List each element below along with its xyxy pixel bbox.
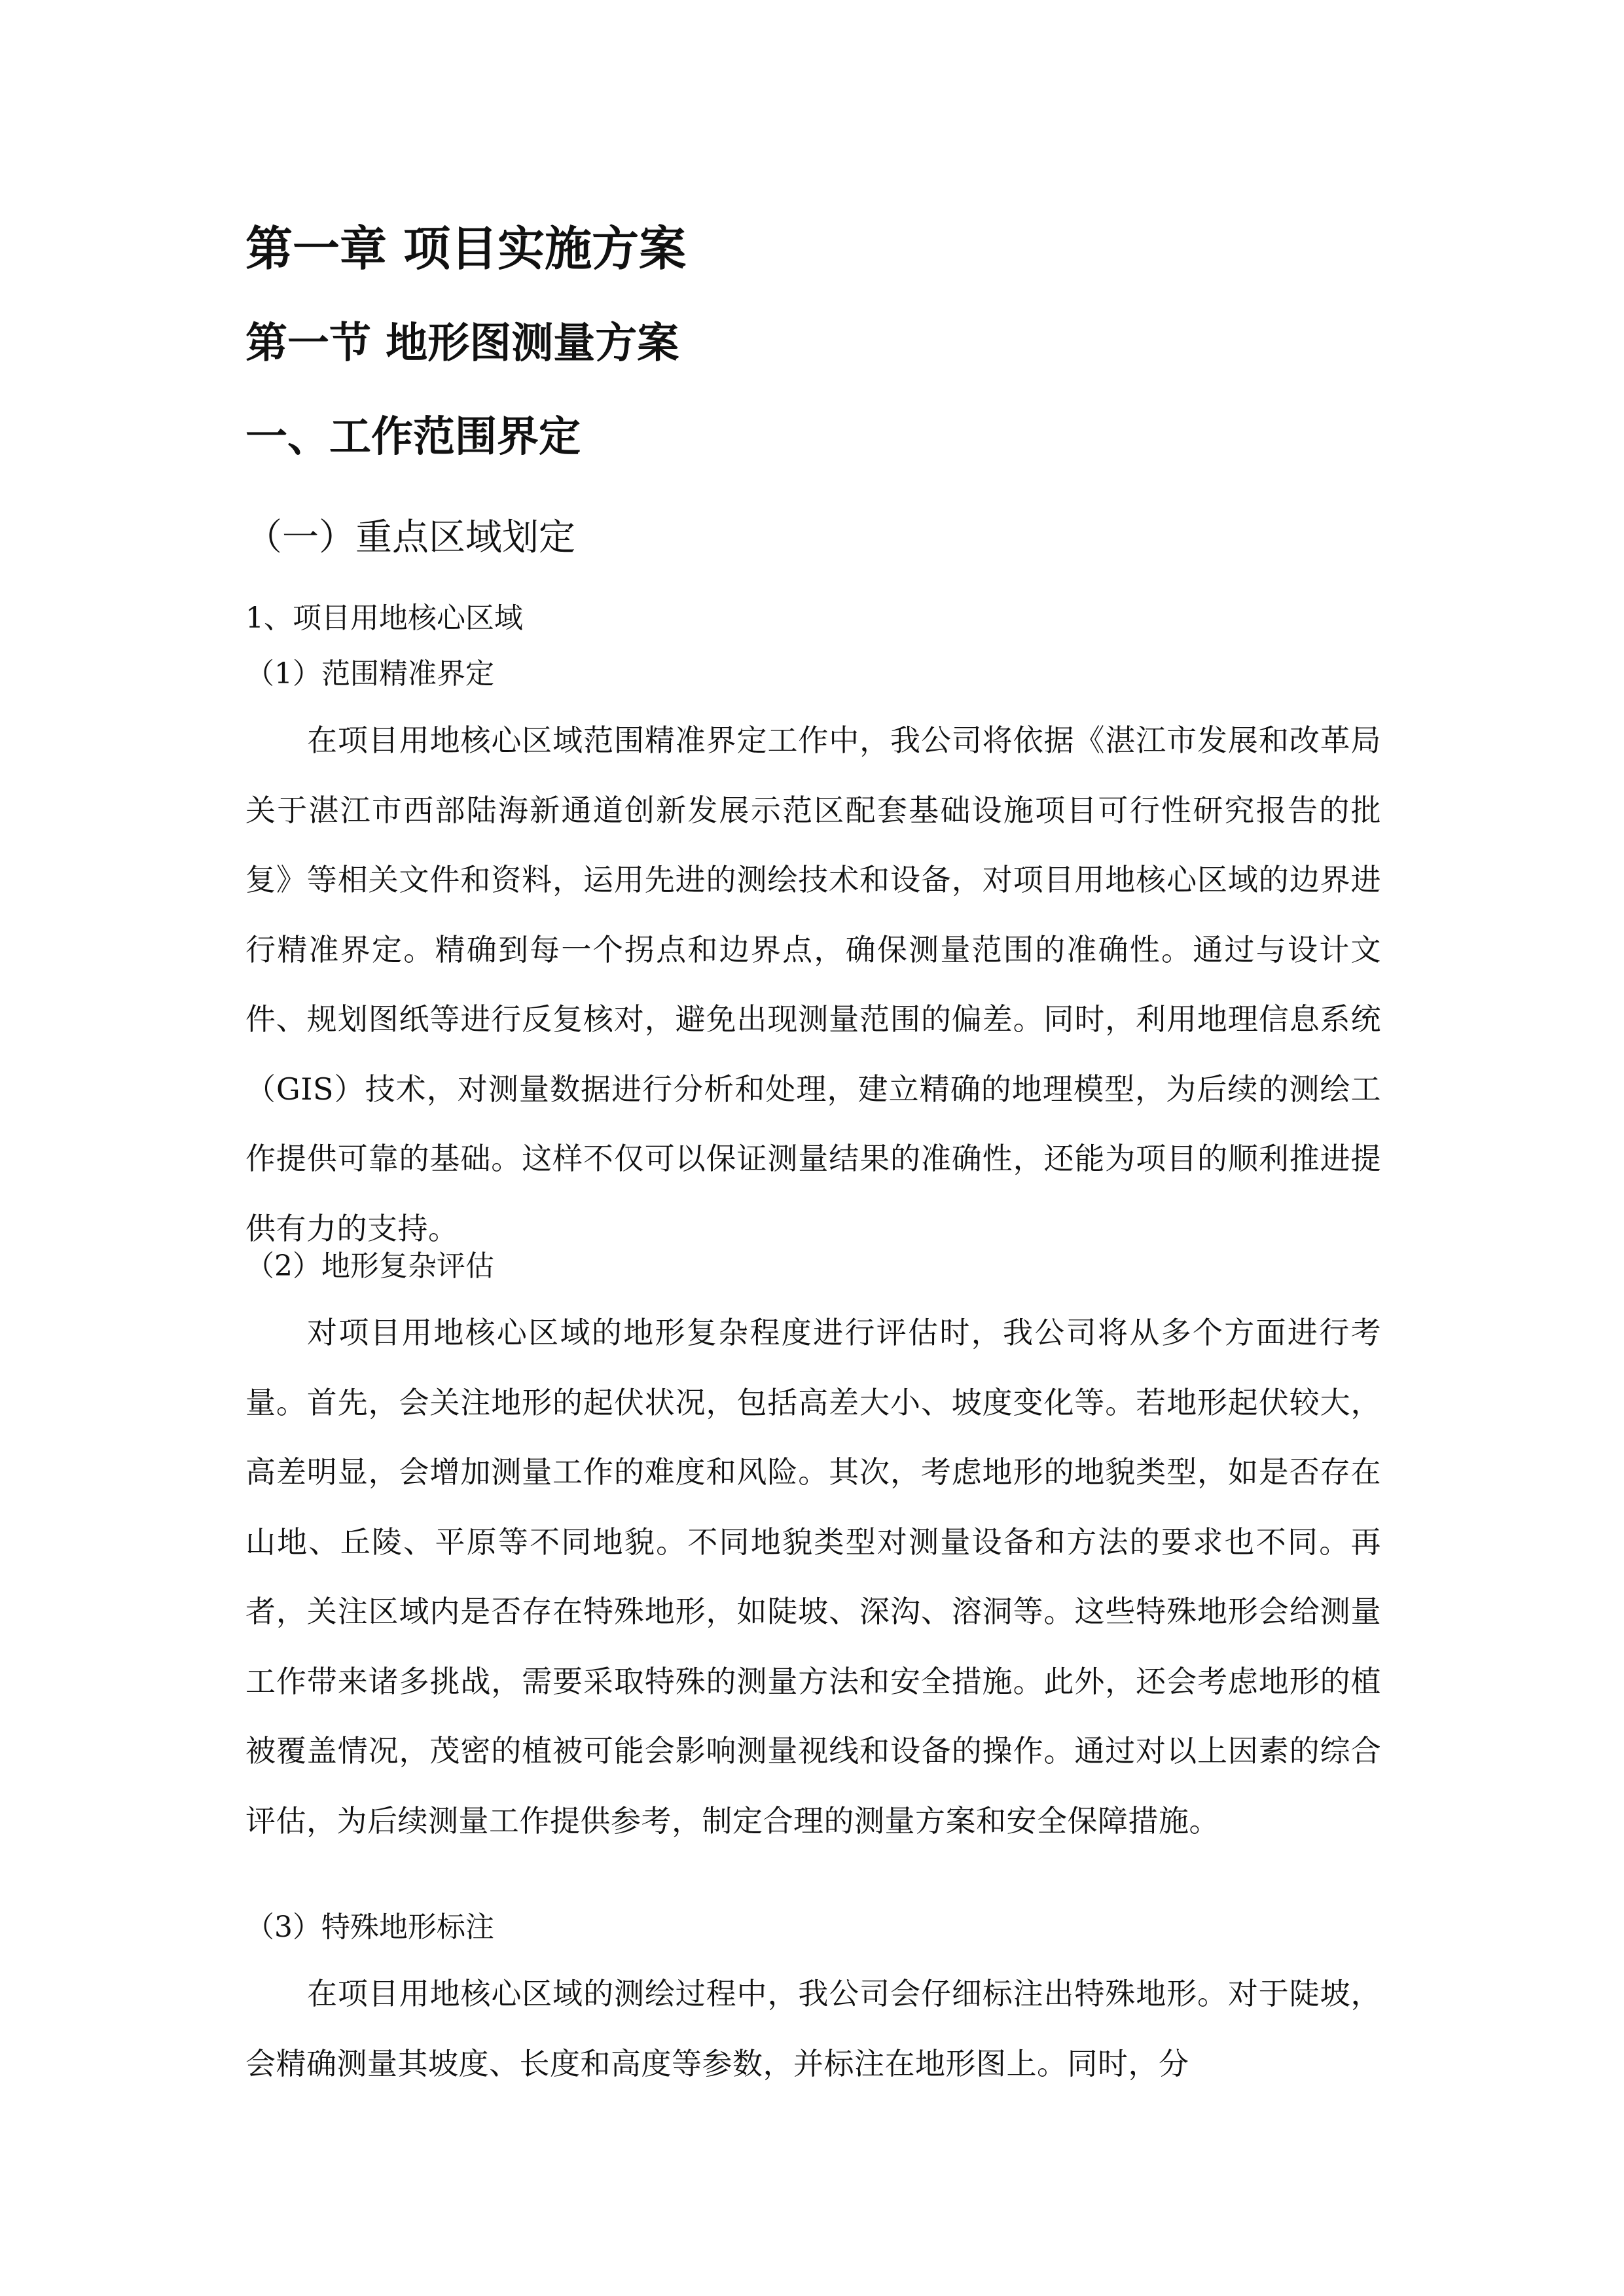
heading-core-area: 1、项目用地核心区域 [245,601,523,635]
chapter-title: 第一章 项目实施方案 [245,221,687,276]
subsection-title-3: （3）特殊地形标注 [245,1910,494,1944]
subsection-title-1: （1）范围精准界定 [245,657,494,691]
subsection-title-2: （2）地形复杂评估 [245,1249,494,1283]
heading-key-area: （一）重点区域划定 [245,516,575,559]
paragraph-special-terrain: 在项目用地核心区域的测绘过程中，我公司会仔细标注出特殊地形。对于陡坡，会精确测量其坡度、长度和高度等参数，并标注在地形图上。同时，分 [245,1976,1381,2081]
paragraph-scope-definition: 在项目用地核心区域范围精准界定工作中，我公司将依据《湛江市发展和改革局关于湛江市西部陆海新通道创新发展示范区配套基础设施项目可行性研究报告的批复》等相关文件和资料，运用先进的测绘技术和设备，对项目用地核心区域的边界进行精准界定。精确到每一个拐点和边界点，确保测量范围的准确性。通过与设计文件、规划图纸等进行反复核对，避免出现测量范围的偏差。同时，利用地理信息系统（GIS）技术，对测量数据进行分析和处理，建立精确的地理模型，为后续的测绘工作提供可靠的基础。这样不仅可以保证测量结果的准确性，还能为项目的顺利推进提供有力的支持。 [245,723,1381,1246]
paragraph-terrain-assessment: 对项目用地核心区域的地形复杂程度进行评估时，我公司将从多个方面进行考量。首先，会关注地形的起伏状况，包括高差大小、坡度变化等。若地形起伏较大，高差明显，会增加测量工作的难度和风险。其次，考虑地形的地貌类型，如是否存在山地、丘陵、平原等不同地貌。不同地貌类型对测量设备和方法的要求也不同。再者，关注区域内是否存在特殊地形，如陡坡、深沟、溶洞等。这些特殊地形会给测量工作带来诸多挑战，需要采取特殊的测量方法和安全措施。此外，还会考虑地形的植被覆盖情况，茂密的植被可能会影响测量视线和设备的操作。通过对以上因素的综合评估，为后续测量工作提供参考，制定合理的测量方案和安全保障措施。 [245,1315,1381,1839]
heading-work-scope: 一、工作范围界定 [245,412,581,461]
section-title: 第一节 地形图测量方案 [245,319,679,368]
